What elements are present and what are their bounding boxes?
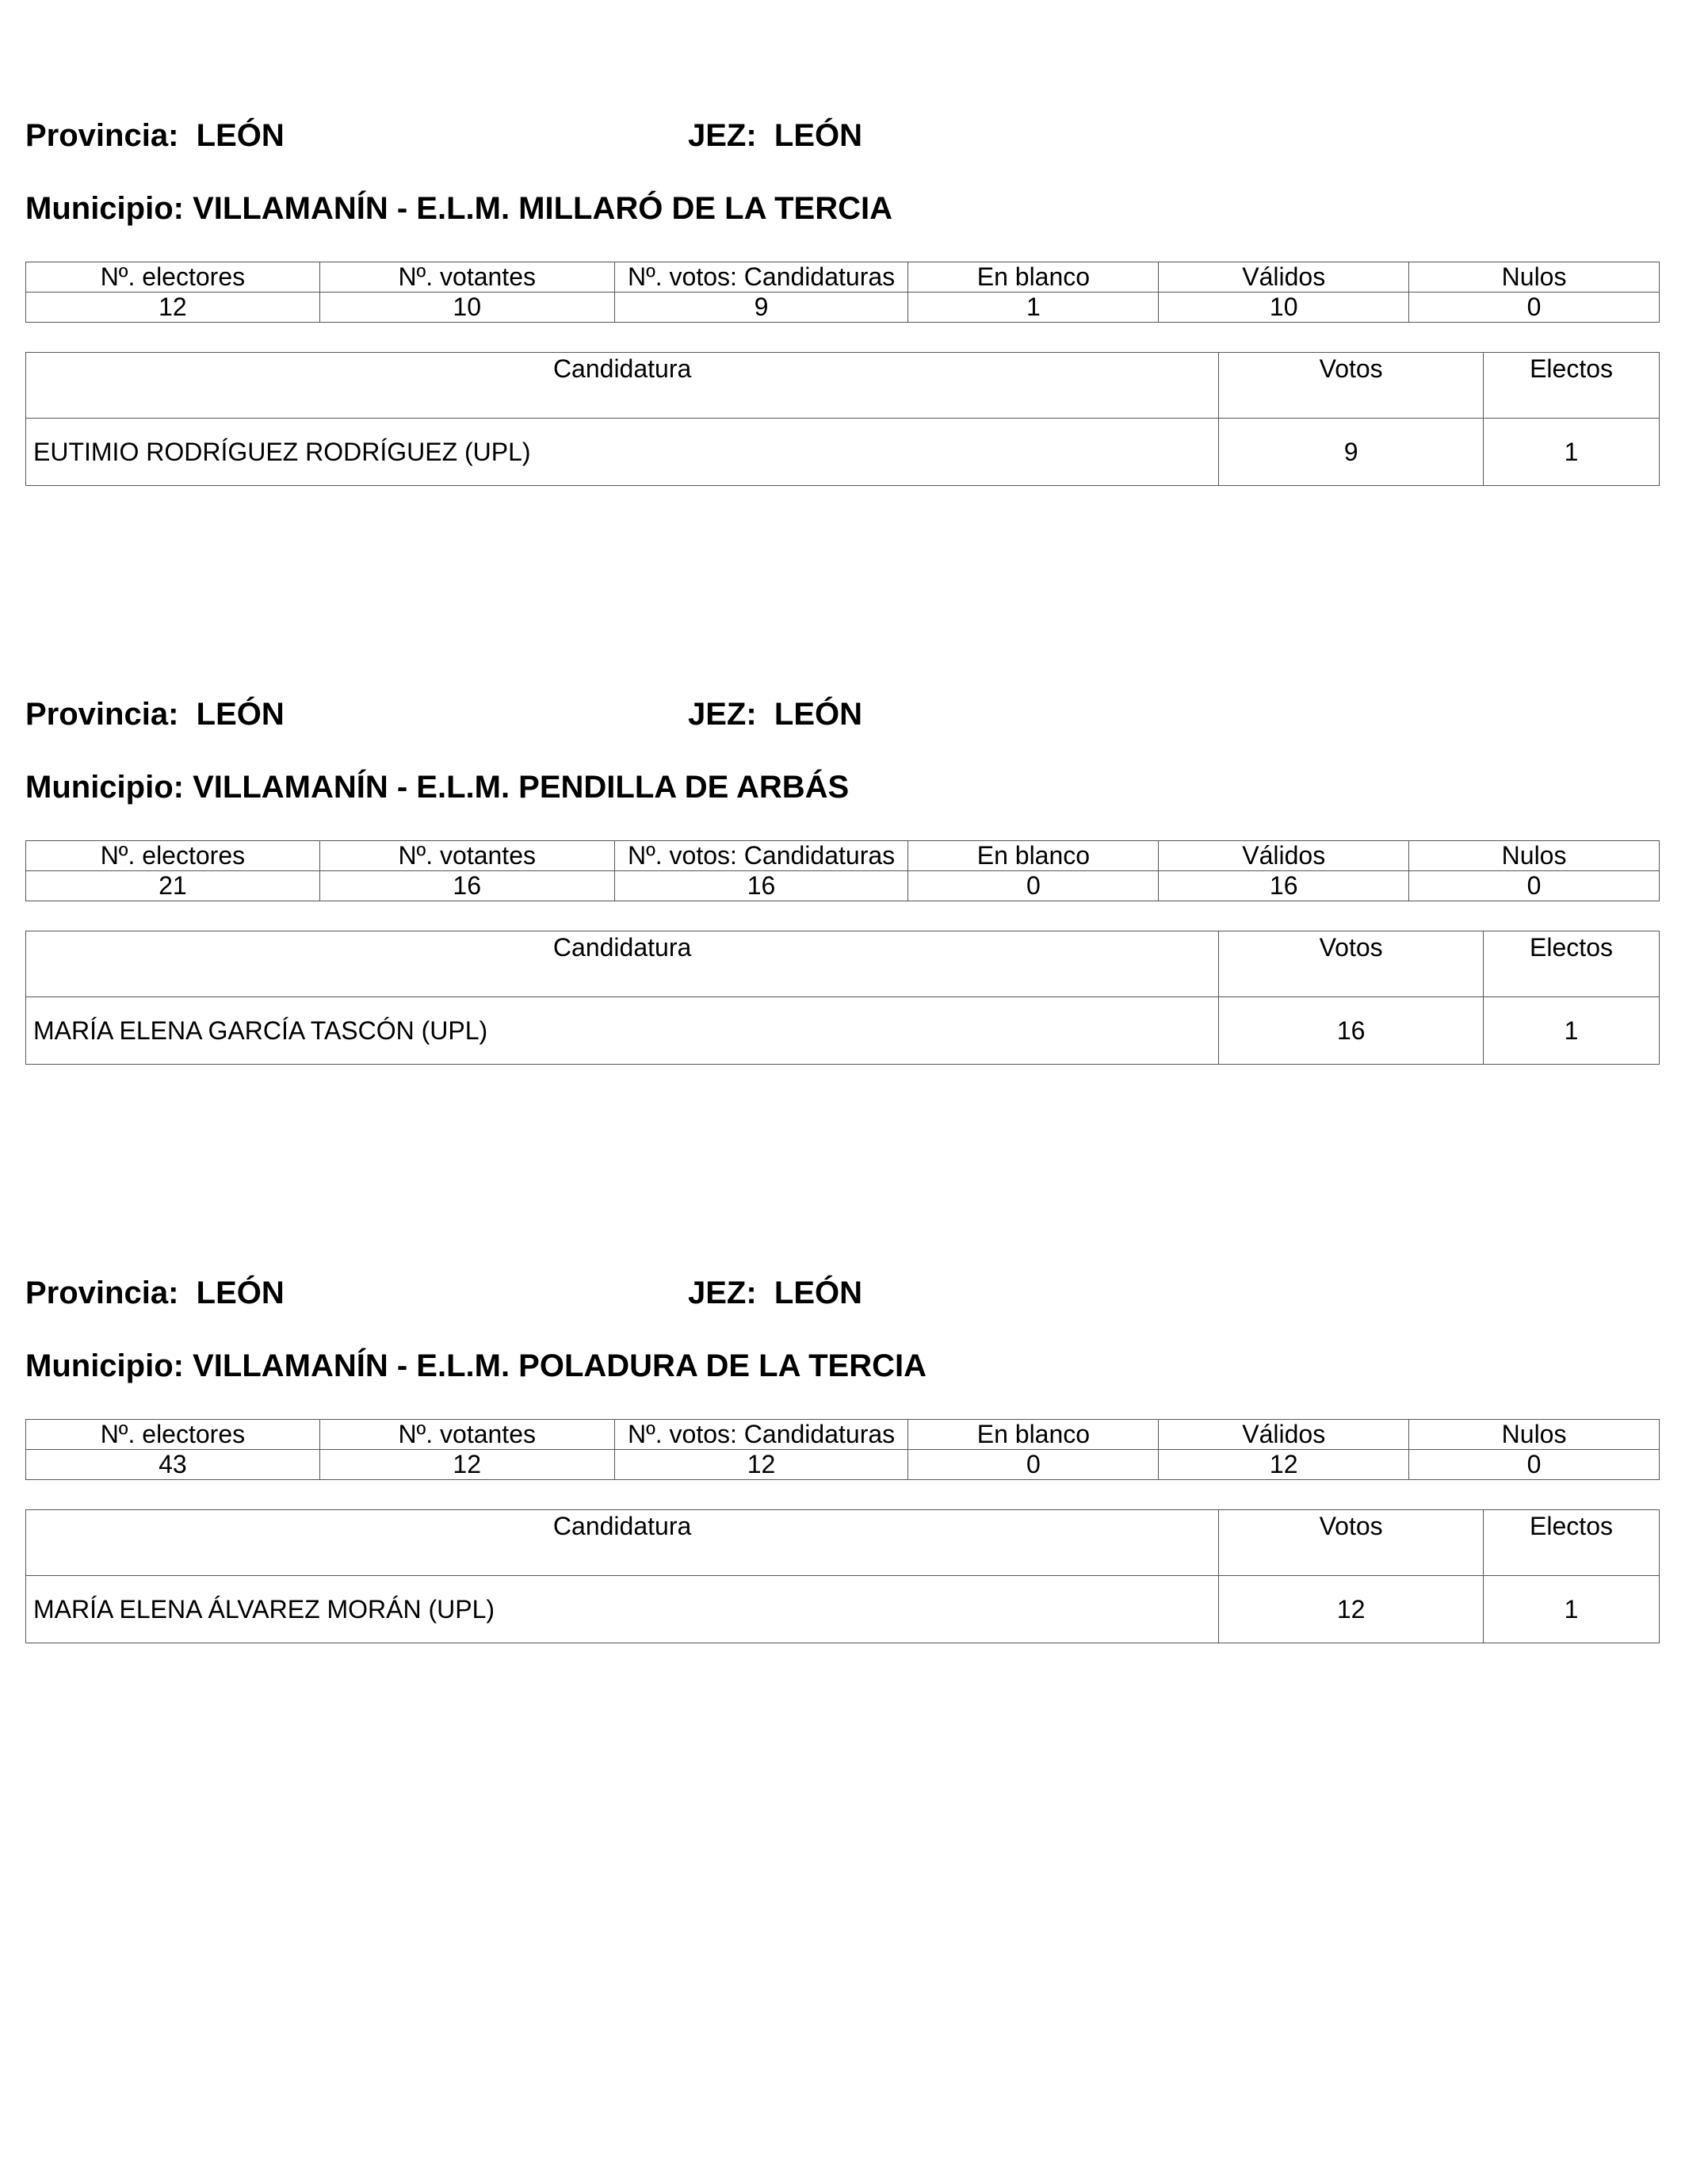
- stats-header-cell: Nº. electores: [26, 841, 320, 871]
- stats-value-row: [26, 1450, 1660, 1480]
- municipio: Municipio: VILLAMANÍN - E.L.M. POLADURA DE LA TERCIA: [25, 1348, 927, 1383]
- stats-value-cell: 12: [26, 293, 320, 323]
- provincia: Provincia: LEÓN: [25, 118, 285, 153]
- candidate-votos: 16: [1219, 997, 1484, 1065]
- candidatura-header: Candidatura: [26, 353, 1219, 419]
- candidatura-header-row: [26, 353, 1660, 419]
- electos-header: Electos: [1484, 931, 1660, 997]
- stats-header-cell: Nº. electores: [26, 1420, 320, 1450]
- jez: JEZ: LEÓN: [688, 118, 863, 153]
- candidatura-header-row: [26, 1510, 1660, 1576]
- block-header: [25, 687, 1660, 742]
- stats-value-cell: 16: [319, 871, 614, 901]
- municipio: Municipio: VILLAMANÍN - E.L.M. PENDILLA DE ARBÁS: [25, 770, 850, 805]
- votos-header: Votos: [1219, 931, 1484, 997]
- provincia: Provincia: LEÓN: [25, 1276, 285, 1310]
- stats-value-cell: 0: [1409, 1450, 1660, 1480]
- stats-header-cell: En blanco: [908, 841, 1159, 871]
- stats-value-cell: 16: [614, 871, 908, 901]
- candidate-name: MARÍA ELENA ÁLVAREZ MORÁN (UPL): [26, 1576, 1219, 1643]
- stats-value-cell: 1: [908, 293, 1159, 323]
- candidate-votos: 9: [1219, 419, 1484, 486]
- stats-header-cell: Nº. votantes: [319, 1420, 614, 1450]
- votos-header: Votos: [1219, 1510, 1484, 1576]
- candidate-name: MARÍA ELENA GARCÍA TASCÓN (UPL): [26, 997, 1219, 1065]
- stats-header-cell: Válidos: [1159, 262, 1409, 293]
- candidate-name: EUTIMIO RODRÍGUEZ RODRÍGUEZ (UPL): [26, 419, 1219, 486]
- stats-header-row: [26, 1420, 1660, 1450]
- stats-value-row: [26, 871, 1660, 901]
- candidate-row: [26, 1576, 1660, 1643]
- stats-header-cell: Nº. electores: [26, 262, 320, 293]
- stats-value-cell: 12: [614, 1450, 908, 1480]
- stats-header-cell: Nulos: [1409, 262, 1660, 293]
- stats-value-cell: 0: [1409, 871, 1660, 901]
- stats-header-cell: Nº. votos: Candidaturas: [614, 841, 908, 871]
- stats-value-cell: 12: [319, 1450, 614, 1480]
- stats-table: [25, 1419, 1660, 1480]
- candidate-row: [26, 419, 1660, 486]
- stats-value-cell: 0: [1409, 293, 1660, 323]
- stats-value-row: [26, 293, 1660, 323]
- votos-header: Votos: [1219, 353, 1484, 419]
- candidate-votos: 12: [1219, 1576, 1484, 1643]
- stats-header-row: [26, 262, 1660, 293]
- candidatura-table: [25, 931, 1660, 1065]
- stats-header-cell: Nº. votos: Candidaturas: [614, 1420, 908, 1450]
- candidatura-table: [25, 1509, 1660, 1643]
- candidate-electos: 1: [1484, 997, 1660, 1065]
- stats-value-cell: 21: [26, 871, 320, 901]
- block-header: [25, 1265, 1660, 1321]
- candidatura-header: Candidatura: [26, 1510, 1219, 1576]
- stats-header-cell: Válidos: [1159, 841, 1409, 871]
- stats-value-cell: 10: [1159, 293, 1409, 323]
- provincia: Provincia: LEÓN: [25, 697, 285, 732]
- block-header: [25, 108, 1660, 163]
- stats-header-row: [26, 841, 1660, 871]
- stats-value-cell: 0: [908, 871, 1159, 901]
- candidatura-table: [25, 352, 1660, 486]
- stats-value-cell: 43: [26, 1450, 320, 1480]
- candidate-electos: 1: [1484, 1576, 1660, 1643]
- stats-header-cell: Nulos: [1409, 841, 1660, 871]
- jez: JEZ: LEÓN: [688, 697, 863, 732]
- stats-header-cell: Nº. votantes: [319, 262, 614, 293]
- municipio: Municipio: VILLAMANÍN - E.L.M. MILLARÓ DE LA TERCIA: [25, 191, 892, 226]
- stats-header-cell: En blanco: [908, 262, 1159, 293]
- stats-value-cell: 9: [614, 293, 908, 323]
- stats-header-cell: Nº. votos: Candidaturas: [614, 262, 908, 293]
- stats-value-cell: 12: [1159, 1450, 1409, 1480]
- candidatura-header-row: [26, 931, 1660, 997]
- stats-header-cell: En blanco: [908, 1420, 1159, 1450]
- stats-header-cell: Nº. votantes: [319, 841, 614, 871]
- candidate-electos: 1: [1484, 419, 1660, 486]
- stats-value-cell: 0: [908, 1450, 1159, 1480]
- stats-value-cell: 10: [319, 293, 614, 323]
- electos-header: Electos: [1484, 1510, 1660, 1576]
- electos-header: Electos: [1484, 353, 1660, 419]
- stats-table: [25, 262, 1660, 323]
- stats-header-cell: Nulos: [1409, 1420, 1660, 1450]
- jez: JEZ: LEÓN: [688, 1276, 863, 1310]
- stats-value-cell: 16: [1159, 871, 1409, 901]
- candidatura-header: Candidatura: [26, 931, 1219, 997]
- stats-header-cell: Válidos: [1159, 1420, 1409, 1450]
- candidate-row: [26, 997, 1660, 1065]
- stats-table: [25, 840, 1660, 901]
